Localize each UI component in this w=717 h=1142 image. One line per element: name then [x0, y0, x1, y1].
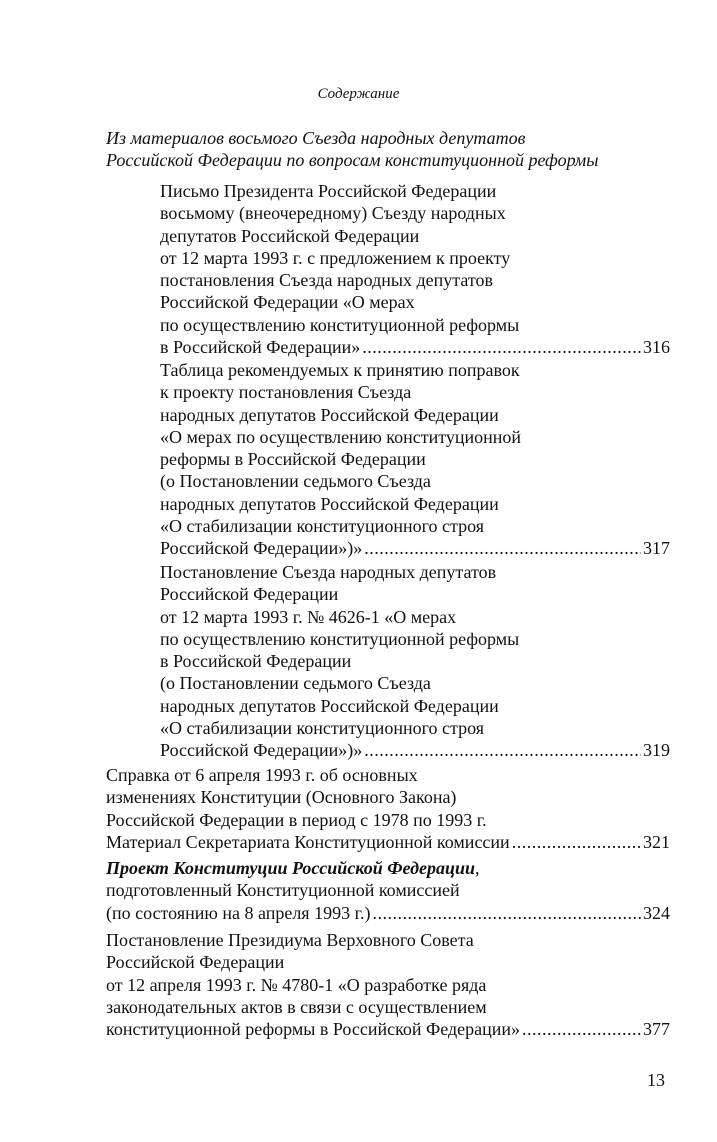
running-head: Содержание: [317, 86, 400, 102]
entry-line: (о Постановлении седьмого Съезда: [160, 471, 431, 492]
entry-line: Российской Федерации «О мерах: [160, 292, 415, 313]
entry-line: Материал Секретариата Конституционной комиссии: [106, 831, 510, 852]
entry-line: Таблица рекомендуемых к принятию поправок: [160, 360, 520, 380]
entry-line: реформы в Российской Федерации: [160, 449, 426, 470]
entry-line: народных депутатов Российской Федерации: [160, 404, 499, 425]
page-number[interactable]: 324: [643, 902, 670, 923]
toc-entry[interactable]: [160, 359, 670, 560]
entry-line: депутатов Российской Федерации: [160, 225, 420, 246]
entry-line: от 12 апреля 1993 г. № 4780-1 «О разработке ряда: [106, 974, 487, 995]
entry-line: народных депутатов Российской Федерации: [160, 493, 499, 514]
entry-last-line: [160, 537, 670, 559]
entry-last-line: [160, 739, 670, 761]
entry-line: от 12 марта 1993 г. с предложением к проекту: [160, 247, 511, 268]
entry-last-line: [106, 1018, 670, 1040]
entry-line: (о Постановлении седьмого Съезда: [160, 673, 431, 694]
folio-page-number: 13: [647, 1070, 665, 1090]
page-number[interactable]: 317: [643, 538, 670, 559]
entry-line: Постановление Президиума Верховного Совета: [106, 930, 474, 950]
entry-line: к проекту постановления Съезда: [160, 382, 412, 403]
section-heading-line: Из материалов восьмого Съезда народных депутатов: [106, 128, 526, 148]
entry-last-line: [160, 336, 670, 358]
entry-line: «О стабилизации конституционного строя: [160, 718, 485, 739]
entry-title-suffix: ,: [475, 858, 480, 878]
dot-leader: [364, 739, 641, 761]
entry-line: Российской Федерации: [106, 952, 285, 973]
section-heading: [106, 127, 598, 171]
dot-leader: [512, 831, 641, 853]
dot-leader: [522, 1018, 641, 1040]
entry-line: подготовленный Конституционной комиссией: [106, 880, 460, 901]
entry-line: в Российской Федерации»: [160, 337, 361, 358]
entry-line: Письмо Президента Российской Федерации: [160, 181, 497, 201]
dot-leader: [364, 537, 641, 559]
entry-line: по осуществлению конституционной реформы: [160, 314, 520, 335]
entry-line: конституционной реформы в Российской Федерации»: [106, 1019, 521, 1040]
page-number[interactable]: 321: [643, 831, 670, 852]
entry-line: «О стабилизации конституционного строя: [160, 516, 485, 537]
entry-line: (по состоянию на 8 апреля 1993 г.): [106, 902, 371, 923]
entry-last-line: [106, 831, 670, 853]
page-number[interactable]: 319: [643, 740, 670, 761]
entry-line: Российской Федерации»)»: [160, 740, 363, 761]
entry-line: по осуществлению конституционной реформы: [160, 628, 520, 649]
entry-title-line: [106, 857, 670, 879]
toc-entry[interactable]: [106, 929, 670, 1040]
entry-line: законодательных актов в связи с осуществлением: [106, 996, 487, 1017]
entry-line: Постановление Съезда народных депутатов: [160, 562, 497, 582]
entry-title: Проект Конституции Российской Федерации: [106, 858, 476, 878]
toc-entry[interactable]: [106, 764, 670, 853]
entry-line: в Российской Федерации: [160, 651, 352, 672]
entry-line: восьмому (внеочередному) Съезду народных: [160, 203, 506, 224]
entry-line: «О мерах по осуществлению конституционной: [160, 426, 522, 447]
section-heading-line: Российской Федерации по вопросам конституционной реформы: [106, 150, 599, 170]
entry-line: от 12 марта 1993 г. № 4626-1 «О мерах: [160, 606, 457, 627]
entry-line: Справка от 6 апреля 1993 г. об основных: [106, 765, 418, 785]
entry-line: Российской Федерации: [160, 584, 339, 605]
dot-leader: [372, 902, 641, 924]
entry-line: народных депутатов Российской Федерации: [160, 695, 499, 716]
toc-entry[interactable]: [106, 857, 670, 924]
page-number[interactable]: 377: [643, 1019, 670, 1040]
entry-line: Российской Федерации в период с 1978 по 1993 г.: [106, 809, 487, 830]
entry-line: постановления Съезда народных депутатов: [160, 270, 494, 291]
toc-entry[interactable]: [160, 180, 670, 358]
toc-entry[interactable]: [160, 561, 670, 762]
entry-line: Российской Федерации»)»: [160, 538, 363, 559]
dot-leader: [362, 336, 641, 358]
entry-line: изменениях Конституции (Основного Закона): [106, 787, 457, 808]
entry-last-line: [106, 902, 670, 924]
page-number[interactable]: 316: [643, 337, 670, 358]
